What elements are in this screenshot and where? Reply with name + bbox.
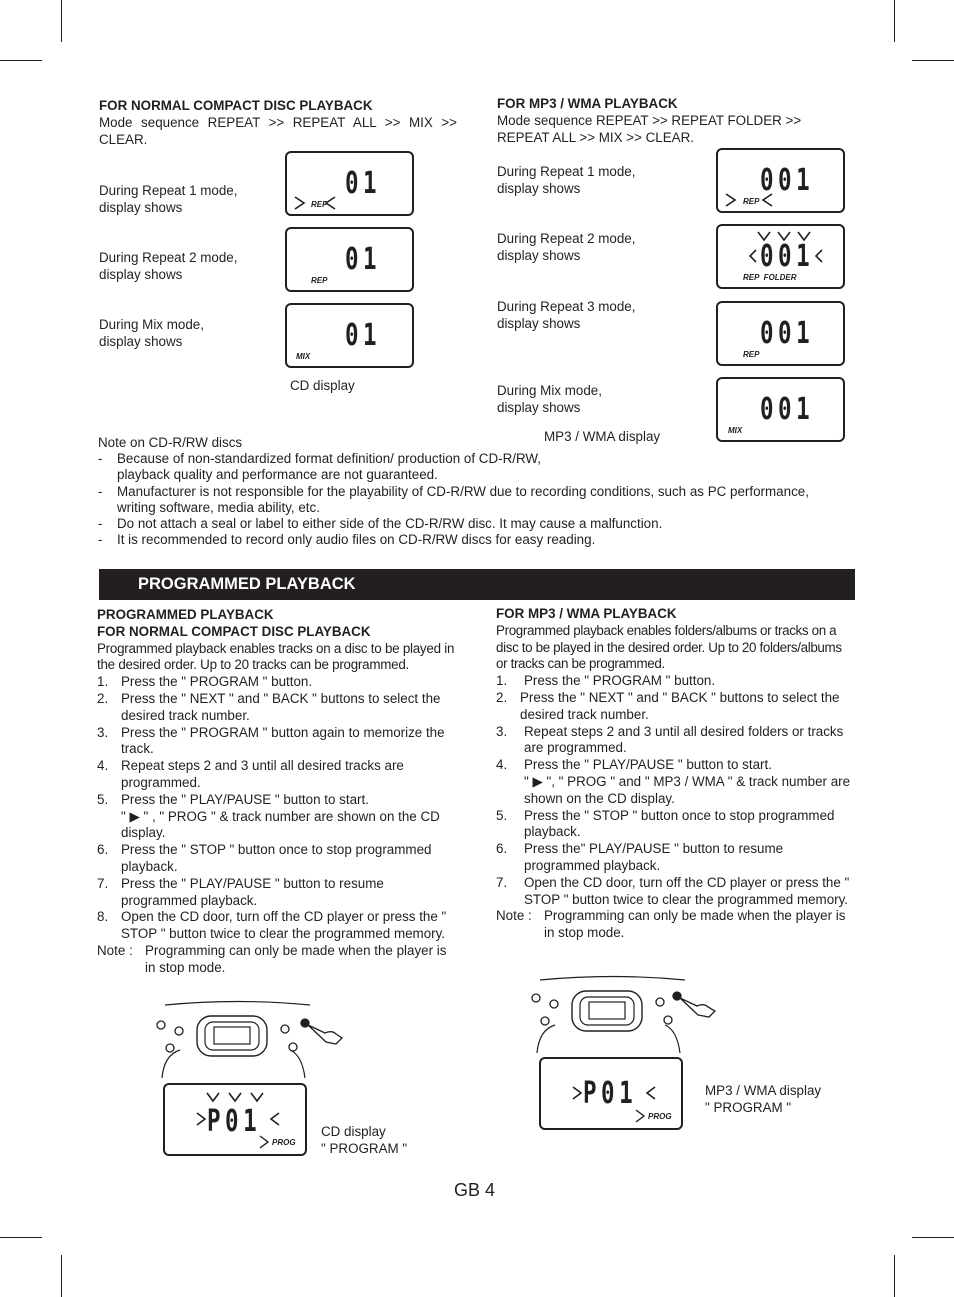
mp3-lcd-display <box>716 148 845 213</box>
page-number: GB 4 <box>454 1180 496 1200</box>
prog-cd-caption: CD display " PROGRAM " <box>321 1124 408 1156</box>
list-item: 1. Press the " PROGRAM " button. <box>496 673 716 689</box>
repeat-arrows-icon <box>293 195 337 211</box>
cdrw-note-item: - Do not attach a seal or label to either side of the CD-R/RW disc. It may cause a malfunction. <box>98 516 663 532</box>
normal-cd-row-label: During Repeat 2 mode, display shows <box>99 250 238 282</box>
prog-mp3-column <box>496 606 856 942</box>
list-item: 1. Press the " PROGRAM " button. <box>97 674 313 690</box>
prog-cd-intro: Programmed playback enables tracks on a disc to be played in the desired order. Up to 20 tracks can be programmed. <box>97 640 455 673</box>
cd-player-illustration <box>525 975 725 1055</box>
list-item: 3. Press the " PROGRAM " button again to memorize the track. <box>97 724 445 757</box>
mp3-row-label: During Mix mode, display shows <box>497 383 602 415</box>
lcd-indicator: REP <box>743 197 760 206</box>
list-item: 2. Press the " NEXT " and " BACK " buttons to select the desired track number. <box>97 690 441 723</box>
lcd-digits: 01 <box>345 166 382 201</box>
crop-mark <box>894 0 895 42</box>
list-item: 2. Press the " NEXT " and " BACK " buttons to select the desired track number. <box>496 689 840 722</box>
repeat-arrows-icon <box>724 192 774 208</box>
list-item: 6. Press the" PLAY/PAUSE " button to resume programmed playback. <box>496 841 784 873</box>
normal-cd-row-label: During Mix mode, display shows <box>99 317 204 349</box>
cd-lcd-display <box>285 227 414 292</box>
lcd-digits: 01 <box>345 318 382 353</box>
lcd-indicator: REP <box>311 200 328 209</box>
prog-mp3-heading: FOR MP3 / WMA PLAYBACK <box>496 606 677 621</box>
play-icon <box>635 1109 645 1123</box>
lcd-indicator: MIX <box>296 352 311 361</box>
lcd-digits: 001 <box>760 316 815 351</box>
prog-cd-heading: FOR NORMAL COMPACT DISC PLAYBACK <box>97 623 371 639</box>
normal-cd-row-label: During Repeat 1 mode, display shows <box>99 183 238 215</box>
mp3-row-label: During Repeat 3 mode, display shows <box>497 299 636 331</box>
mp3-row-label: During Repeat 2 mode, display shows <box>497 231 636 263</box>
list-item: 3. Repeat steps 2 and 3 until all desired folders or tracks are programmed. <box>496 723 844 756</box>
mp3-display-caption: MP3 / WMA display <box>544 429 661 444</box>
list-item: 4. Press the " PLAY/PAUSE " button to start. " ▶ ", " PROG " and " MP3 / WMA " & track number are shown on the CD display. <box>496 757 851 806</box>
prog-cd-steps <box>97 674 459 943</box>
cdrw-note-item: - Manufacturer is not responsible for the playability of CD-R/RW due to recording conditions, such as PC performance, writing software, media ability, etc. <box>98 483 809 515</box>
lcd-indicator: PROG <box>648 1112 672 1121</box>
cd-lcd-display <box>285 303 414 368</box>
lcd-digits: 01 <box>345 242 382 277</box>
cd-lcd-display <box>285 151 414 216</box>
prog-mp3-steps <box>496 673 856 908</box>
normal-cd-sequence: Mode sequence REPEAT >> REPEAT ALL >> MIX >> CLEAR. <box>99 115 457 147</box>
prog-cd-lcd-display <box>163 1083 307 1156</box>
mp3-lcd-display <box>716 377 845 442</box>
lcd-indicator: REP <box>311 276 328 285</box>
crop-mark <box>912 60 954 61</box>
list-item: 7. Open the CD door, turn off the CD player or press the " STOP " button twice to clear the programmed memory. <box>496 874 850 907</box>
play-icon <box>259 1135 269 1149</box>
list-item: 5. Press the " STOP " button once to stop programmed playback. <box>496 807 835 840</box>
lcd-indicator: MIX <box>728 426 743 435</box>
mp3-heading: FOR MP3 / WMA PLAYBACK <box>497 96 678 111</box>
cd-player-illustration <box>150 1000 350 1080</box>
cd-display-caption: CD display <box>290 378 355 393</box>
crop-mark <box>0 60 42 61</box>
crop-mark <box>61 0 62 42</box>
cdrw-note-item: - It is recommended to record only audio files on CD-R/RW discs for easy reading. <box>98 532 596 548</box>
crop-mark <box>0 1237 42 1238</box>
prog-cd-title: PROGRAMMED PLAYBACK <box>97 607 274 622</box>
list-item: 7. Press the " PLAY/PAUSE " button to resume programmed playback. <box>97 875 384 908</box>
cdrw-note <box>98 435 838 548</box>
prog-mp3-note: Note : Programming can only be made when the player is in stop mode. <box>496 908 846 941</box>
section-banner: PROGRAMMED PLAYBACK <box>99 569 855 600</box>
normal-cd-heading: FOR NORMAL COMPACT DISC PLAYBACK <box>99 98 373 113</box>
mp3-lcd-display <box>716 301 845 366</box>
crop-mark <box>61 1255 62 1297</box>
lcd-indicator: PROG <box>272 1138 296 1147</box>
cdrw-note-title: Note on CD-R/RW discs <box>98 435 243 450</box>
cdrw-note-item: - Because of non-standardized format definition/ production of CD-R/RW, playback quality and performance are not guaranteed. <box>98 451 542 483</box>
prog-cd-note: Note : Programming can only be made when the player is in stop mode. <box>97 942 447 975</box>
prog-cd-column <box>97 607 459 977</box>
mp3-row-label: During Repeat 1 mode, display shows <box>497 164 636 196</box>
list-item: 4. Repeat steps 2 and 3 until all desired tracks are programmed. <box>97 758 404 790</box>
lcd-digits: 001 <box>760 392 815 427</box>
mp3-sequence: Mode sequence REPEAT >> REPEAT FOLDER >> REPEAT ALL >> MIX >> CLEAR. <box>497 113 802 145</box>
list-item: 8. Open the CD door, turn off the CD player or press the " STOP " button twice to clear the programmed memory. <box>97 909 447 942</box>
prog-mp3-caption: MP3 / WMA display " PROGRAM " <box>705 1083 822 1115</box>
lcd-indicator: REP <box>743 350 760 359</box>
prog-mp3-lcd-display <box>539 1057 683 1130</box>
crop-mark <box>894 1255 895 1297</box>
lcd-digits: 001 <box>760 239 815 274</box>
list-item: 5. Press the " PLAY/PAUSE " button to start. " ▶ " , " PROG " & track number are shown on the CD display. <box>97 791 440 841</box>
lcd-indicator: REP FOLDER <box>743 273 797 282</box>
mp3-lcd-display <box>716 224 845 289</box>
crop-mark <box>912 1237 954 1238</box>
lcd-digits: P01 <box>583 1076 638 1111</box>
prog-mp3-intro: Programmed playback enables folders/albums or tracks on a disc to be played in the desired order. Up to 20 folders/albums or tracks can be programmed. <box>496 622 842 672</box>
lcd-digits: 001 <box>760 163 815 198</box>
lcd-digits: P01 <box>207 1104 262 1139</box>
list-item: 6. Press the " STOP " button once to stop programmed playback. <box>97 842 432 874</box>
